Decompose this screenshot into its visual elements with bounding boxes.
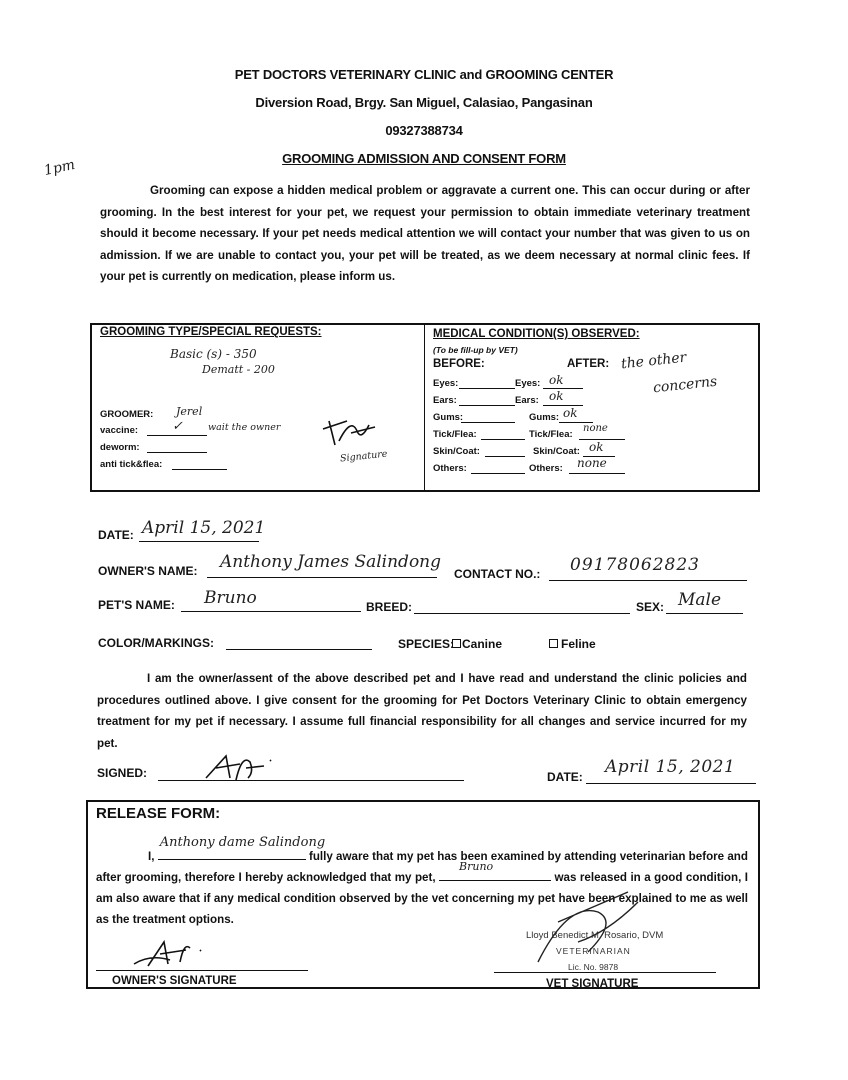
- signature-note: Signature: [339, 448, 388, 465]
- after-others-value: none: [577, 456, 607, 470]
- after-tick: Tick/Flea:: [529, 429, 573, 440]
- grooming-title: GROOMING TYPE/SPECIAL REQUESTS:: [100, 326, 322, 338]
- before-eyes: Eyes:: [433, 378, 459, 389]
- owner-signature-2: [130, 936, 210, 972]
- after-gums-value: ok: [563, 406, 578, 420]
- consent-paragraph: I am the owner/assent of the above described pet and I have read and understand the clinic policies and procedures outlined above. I give consent for the grooming for Pet Doctors Veterinary Clinic to obtain emergency treatment for my pet if necessary. I assume full financial responsibility for all changes and service incurred for my pet.: [97, 672, 747, 750]
- medical-box: [424, 323, 760, 492]
- medical-title: MEDICAL CONDITION(S) OBSERVED:: [433, 328, 640, 340]
- vet-signature-label: VET SIGNATURE: [546, 978, 639, 990]
- after-skin: Skin/Coat:: [533, 446, 580, 457]
- grooming-box: [90, 323, 425, 492]
- after-ears-value: ok: [549, 389, 564, 403]
- groomer-signature: [317, 411, 387, 451]
- grooming-request-1: Basic (s) - 350: [170, 347, 257, 361]
- sex-value: Male: [678, 590, 722, 610]
- vaccine-value: ✓: [172, 419, 183, 434]
- before-tick: Tick/Flea:: [433, 429, 477, 440]
- clinic-phone: 09327388734: [385, 123, 463, 138]
- vet-license: Lic. No. 9878: [568, 962, 619, 972]
- tick-flea-label: anti tick&flea:: [100, 459, 163, 470]
- deworm-label: deworm:: [100, 442, 140, 453]
- sex-label: SEX:: [636, 600, 665, 614]
- medical-subtitle: (To be fill-up by VET): [433, 345, 518, 355]
- release-pet-value: Bruno: [459, 860, 494, 873]
- clinic-name: PET DOCTORS VETERINARY CLINIC and GROOMING CENTER: [234, 67, 614, 82]
- after-eyes-value: ok: [549, 373, 564, 387]
- groomer-value: Jerel: [176, 405, 203, 418]
- vet-signature: [528, 882, 648, 972]
- before-skin: Skin/Coat:: [433, 446, 480, 457]
- release-box: [86, 800, 760, 989]
- pet-name-label: PET'S NAME:: [98, 598, 175, 612]
- after-ears: Ears:: [515, 395, 539, 406]
- intro-paragraph: Grooming can expose a hidden medical problem or aggravate a current one. This can occur during or after grooming. In the best interest for your pet, we request your permission to obtain immediate veterinary treatment should it become necessary. If your pet needs medical attention we will contact your number that was given to us on admission. If we are unable to contact you, your pet will be treated, as we deem necessary at normal clinic fees. If your pet is currently on medication, please inform us.: [100, 184, 750, 283]
- canine-label: Canine: [462, 637, 503, 651]
- date-value: April 15, 2021: [142, 518, 266, 538]
- before-others: Others:: [433, 463, 467, 474]
- feline-label: Feline: [561, 637, 596, 651]
- release-text-2: was released in a good condition, I am also aware that if any medical condition observed by the vet concerning my pet have been explained to me as well as the treatment options.: [96, 871, 748, 926]
- vet-name: Lloyd Benedict M. Rosario, DVM: [526, 930, 664, 941]
- vaccine-label: vaccine:: [100, 425, 139, 436]
- after-others: Others:: [529, 463, 563, 474]
- signed-date-value: April 15, 2021: [605, 757, 736, 777]
- breed-label: BREED:: [366, 600, 413, 614]
- pet-name-value: Bruno: [204, 588, 257, 608]
- release-paragraph: [96, 835, 748, 930]
- vet-title: VETERINARIAN: [556, 946, 631, 956]
- before-ears: Ears:: [433, 395, 457, 406]
- owner-name-value: Anthony James Salindong: [220, 552, 442, 572]
- signed-label: SIGNED:: [97, 766, 148, 780]
- owner-signature-1: [200, 748, 280, 788]
- after-gums: Gums:: [529, 412, 560, 423]
- grooming-request-2: Dematt - 200: [202, 363, 275, 376]
- owner-name-label: OWNER'S NAME:: [98, 564, 198, 578]
- release-i-label: I,: [148, 850, 155, 863]
- after-eyes: Eyes:: [515, 378, 541, 389]
- release-title: RELEASE FORM:: [96, 805, 221, 822]
- after-skin-value: ok: [589, 440, 604, 454]
- vaccine-note: wait the owner: [208, 422, 281, 433]
- clinic-address: Diversion Road, Brgy. San Miguel, Calasiao, Pangasinan: [255, 95, 593, 110]
- release-text-1: fully aware that my pet has been examined by attending veterinarian before and after grooming, therefore I hereby acknowledged that my pet,: [96, 850, 748, 884]
- color-label: COLOR/MARKINGS:: [98, 636, 214, 650]
- contact-label: CONTACT NO.:: [454, 567, 541, 581]
- species-label: SPECIES:: [398, 637, 455, 651]
- canine-checkbox[interactable]: [452, 639, 461, 648]
- margin-note: 1pm: [42, 156, 77, 180]
- before-label: BEFORE:: [433, 358, 485, 370]
- feline-checkbox[interactable]: [549, 639, 558, 648]
- owner-signature-label: OWNER'S SIGNATURE: [112, 975, 237, 987]
- before-gums: Gums:: [433, 412, 464, 423]
- groomer-label: GROOMER:: [100, 409, 154, 420]
- form-title: GROOMING ADMISSION AND CONSENT FORM: [282, 151, 566, 166]
- date-label: DATE:: [98, 528, 134, 542]
- release-owner-value: Anthony dame Salindong: [159, 835, 326, 850]
- after-note-2: concerns: [652, 373, 718, 397]
- after-label: AFTER:: [567, 358, 610, 370]
- after-tick-value: none: [583, 423, 608, 434]
- contact-value: 09178062823: [570, 555, 700, 575]
- after-note-1: the other: [620, 349, 688, 373]
- signed-date-label: DATE:: [547, 770, 583, 784]
